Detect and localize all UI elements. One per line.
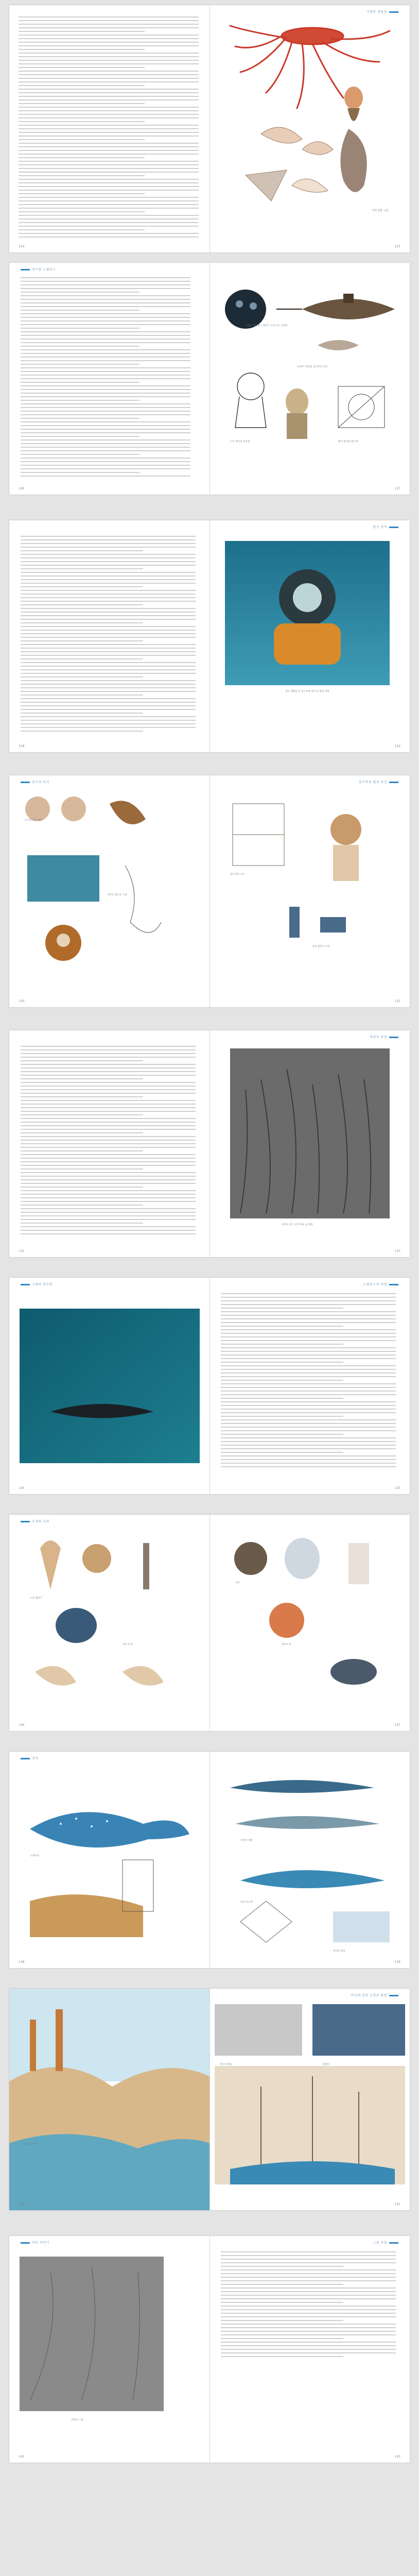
figure-caption: 바닷속 잠수부 그림 <box>107 894 127 896</box>
running-header: 바닷속 풍경 <box>370 1035 400 1039</box>
illustration-seabed-engraving <box>230 1048 390 1218</box>
figure-caption: 거대 생물 그림 <box>372 209 389 212</box>
spread-9 <box>9 1989 410 2210</box>
sea-creature-sketches <box>246 127 333 201</box>
body-text-block <box>221 1293 396 1470</box>
manatee <box>340 129 366 192</box>
underwater-scene <box>27 855 99 902</box>
figure-caption: 산호초 지대 <box>25 2143 37 2146</box>
page-number: 139 <box>394 1960 400 1964</box>
page-number: 129 <box>394 744 400 748</box>
page-number: 135 <box>394 1486 400 1490</box>
giant-squid <box>230 26 390 108</box>
spread-6 <box>9 1278 410 1494</box>
diver-sketch <box>125 866 161 933</box>
figure-caption: 바다 돌고래 <box>240 1901 253 1904</box>
page-number: 141 <box>394 2202 400 2206</box>
shark-map <box>333 1911 390 1942</box>
shell-cluster <box>330 1659 377 1685</box>
body-text-block <box>21 277 190 479</box>
figure-caption: 바닷속 그림 <box>71 2419 83 2421</box>
spread-1 <box>9 5 410 252</box>
figure-caption: 고래상어 <box>30 1855 39 1857</box>
submarine-drawing <box>276 294 395 319</box>
running-header: 상어 <box>19 1756 39 1760</box>
illustration-submarines-and-diving-gear <box>215 273 405 484</box>
running-header: 노틸러스의 여행 <box>363 1282 400 1286</box>
page-number: 132 <box>19 1249 25 1253</box>
running-header: 잠수함 노틸러스 <box>19 267 56 272</box>
page-number: 133 <box>394 1249 400 1253</box>
page-number: 142 <box>19 2455 25 2459</box>
illustration-whale-submarine <box>20 1309 200 1463</box>
coral-column <box>348 1543 369 1584</box>
shell-sketches <box>35 1666 164 1686</box>
spread-10 <box>9 2236 410 2463</box>
body-text-block <box>221 2251 396 2360</box>
figure-caption: 소라 껍데기 <box>30 1597 42 1600</box>
illustration-whale-shark <box>20 1767 200 1953</box>
illustration-shells-right <box>220 1528 400 1718</box>
shark-2 <box>235 1816 379 1829</box>
figure-caption: 잠수복의 구조 <box>230 873 245 876</box>
running-header: 잠수복의 발전 과정 <box>359 779 400 784</box>
illustration-sea-engraving <box>20 2257 164 2411</box>
figure-caption: 해저 탐사용 잠수정 <box>338 440 358 443</box>
diving-suit-diagram <box>233 804 284 866</box>
engraving-small-sub <box>318 340 359 350</box>
running-header: 잠수 장비 <box>373 524 400 529</box>
figure-caption: 산호 <box>235 1582 240 1584</box>
dolphin <box>240 1870 385 1888</box>
illustration-squid-and-creatures <box>225 15 395 242</box>
illustration-diver-underwater <box>225 541 390 685</box>
page-number: 137 <box>394 1723 400 1727</box>
illustration-ports-and-ships <box>210 1999 410 2200</box>
diving-tools <box>289 907 346 938</box>
shark-1 <box>230 1780 374 1793</box>
page-number: 138 <box>19 1960 25 1964</box>
diver-with-gear <box>286 388 308 439</box>
running-header: 바다에 관한 모험과 탐험 <box>351 1993 400 1997</box>
body-text-block <box>21 1046 196 1237</box>
page-number: 143 <box>394 2455 400 2459</box>
page-number: 128 <box>19 744 25 748</box>
spread-5 <box>9 1030 410 1257</box>
fish-man-figure <box>344 87 363 121</box>
illustration-diving-history <box>17 788 202 994</box>
harbor-engraving <box>215 2004 302 2056</box>
snail-shell <box>82 1544 111 1573</box>
spread-3 <box>9 520 410 752</box>
shipyard-photo <box>312 2004 405 2056</box>
nautilus <box>269 1603 304 1638</box>
body-text-block <box>21 536 196 734</box>
page-number: 131 <box>394 999 400 1003</box>
page-number: 126 <box>19 487 25 490</box>
spread-7 <box>9 1515 410 1731</box>
spread-4 <box>9 775 410 1007</box>
oyster <box>285 1538 320 1579</box>
page-number: 136 <box>19 1723 25 1727</box>
body-text-block <box>19 16 199 240</box>
spread-8 <box>9 1752 410 1968</box>
page-number: 124 <box>19 245 25 248</box>
rock-shells <box>56 1608 97 1643</box>
portrait-sketches <box>25 796 86 821</box>
conch-shell <box>40 1540 61 1589</box>
illustration-shells-left <box>20 1528 200 1718</box>
diving-suit-sketch <box>235 373 266 428</box>
figure-caption: 바닷속 깊은 곳의 해초 숲 판화 <box>282 1224 313 1226</box>
running-header: 거대한 생물들 <box>366 9 400 14</box>
spread-2 <box>9 263 410 495</box>
machinery-engraving <box>338 386 385 428</box>
diver-drawing <box>110 801 146 824</box>
diver-figure <box>330 814 361 881</box>
figure-caption: 나르 방식의 잠수함 <box>230 440 250 443</box>
running-header: 고래와 잠수함 <box>19 1282 53 1286</box>
page-number: 127 <box>394 487 400 490</box>
figure-caption: 항구의 배들 <box>220 2063 232 2066</box>
figure-caption: 초기의 잠수 헬멧 <box>25 819 42 822</box>
figure-caption: 바다 조개 <box>123 1643 133 1646</box>
page-number: 134 <box>19 1486 25 1490</box>
whale-shark <box>30 1812 189 1848</box>
copper-helmet <box>45 925 81 961</box>
page-number: 140 <box>19 2202 25 2206</box>
reef-scene <box>30 1894 143 1937</box>
figure-caption: 잠수 헬멧을 쓴 잠수부와 바다 속 탐험 장면 <box>285 690 329 693</box>
page-number: 130 <box>19 999 25 1003</box>
running-header: 잠수의 역사 <box>19 779 49 784</box>
figure-caption: 탐험선 <box>323 2063 330 2066</box>
running-header: 조개와 소라 <box>19 1519 49 1523</box>
spiral-shell <box>234 1542 267 1575</box>
figure-caption: 물속 탐험 도구들 <box>312 945 330 948</box>
running-header: 그림 목록 <box>373 2240 400 2245</box>
illustration-sharks <box>220 1767 400 1953</box>
coral <box>143 1543 149 1589</box>
diving-bell <box>225 290 266 329</box>
illustration-diving-suits <box>217 788 403 994</box>
figure-caption: 바다의 생물 <box>240 1839 253 1842</box>
figure-caption: 앵무조개 <box>282 1643 291 1646</box>
figure-caption: 19세기 후반의 잠수복과 장비 <box>297 366 328 368</box>
running-header: 바다 이야기 <box>19 2240 49 2245</box>
illustration-coral-reef-panorama <box>9 1989 210 2210</box>
figure-caption: 프랑스 잠수함 노틸러스 호의 초기 설계도 <box>246 325 288 327</box>
figure-caption: 상어의 종류 <box>333 1950 345 1953</box>
page-number: 125 <box>394 245 400 248</box>
